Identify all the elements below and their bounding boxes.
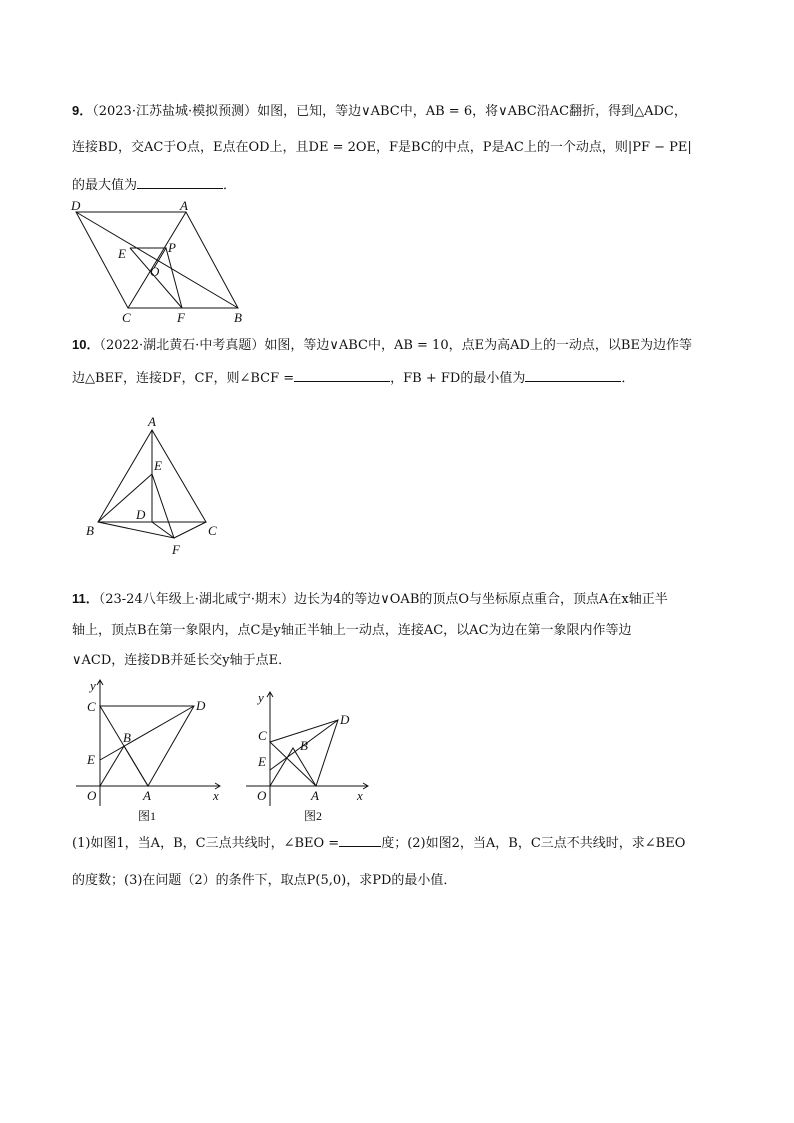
q9-figure [66, 198, 246, 326]
fig1-line-de [100, 706, 194, 760]
q10-text-1: （2022·湖北黄石·中考真题）如图，等边∨ABC中，AB = 10，点E为高AD上的一动点，以BE为边作等 [99, 338, 692, 353]
q9-label-d: D [71, 198, 81, 213]
q9-label-f: F [177, 310, 185, 325]
q9-line-3 [72, 176, 236, 195]
q9-period: ． [223, 178, 237, 193]
fig1-triangle-oab [100, 746, 148, 786]
fig2-label-o: O [257, 788, 267, 803]
q10-label-a: A [148, 414, 156, 429]
q11-line-1 [72, 590, 668, 609]
q10-label-f: F [172, 542, 180, 557]
q10-text-2b: ，FB + FD的最小值为 [390, 371, 526, 386]
fig1-label-c: C [87, 699, 96, 714]
q11-line-5: 的度数；(3)在问题（2）的条件下，取点P(5,0)，求PD的最小值． [72, 873, 457, 888]
q9-answer-blank[interactable] [137, 176, 223, 189]
q11-number: 11． [72, 591, 99, 606]
fig1-label-o: O [87, 788, 97, 803]
q9-line-1 [72, 102, 687, 121]
q10-answer-blank-2[interactable] [525, 369, 621, 382]
q10-segment-cf [174, 522, 206, 538]
q9-number: 9． [72, 103, 93, 118]
q9-label-c: C [122, 310, 131, 325]
q11-figure-1 [70, 676, 230, 826]
fig2-label-d: D [340, 712, 350, 727]
q10-label-c: C [208, 523, 217, 538]
fig2-label-c: C [258, 728, 267, 743]
q10-answer-blank-1[interactable] [294, 369, 390, 382]
fig1-label-d: D [196, 698, 206, 713]
fig2-label-x: x [357, 788, 363, 803]
fig1-caption: 图1 [138, 809, 157, 823]
fig1-label-y: y [90, 678, 96, 693]
fig2-label-a: A [311, 788, 319, 803]
q9-diagonal-ac [128, 212, 186, 308]
q10-label-b: B [86, 523, 94, 538]
q11-line-3: ∨ACD，连接DB并延长交y轴于点E． [72, 653, 292, 668]
q10-figure [80, 412, 225, 562]
fig2-label-b: B [300, 738, 308, 753]
q11-text-4a: (1)如图1，当A，B，C三点共线时，∠BEO = [72, 836, 340, 851]
q9-label-o: O [150, 264, 160, 279]
q10-triangle-bef [98, 474, 174, 538]
q10-line-1 [72, 336, 692, 355]
q11-line-2: 轴上，顶点B在第一象限内，点C是y轴正半轴上一动点，连接AC，以AC为边在第一象限内作等边 [72, 623, 632, 638]
q10-text-2a: 边△BEF，连接DF，CF，则∠BCF = [72, 371, 295, 386]
q10-period: ． [621, 371, 635, 386]
q10-label-d: D [136, 507, 146, 522]
q9-text-3: 的最大值为 [72, 178, 138, 193]
q9-label-e: E [118, 246, 126, 261]
fig1-label-e: E [87, 752, 95, 767]
q11-text-4b: 度；(2)如图2，当A，B，C三点不共线时，求∠BEO [381, 836, 686, 851]
q11-text-1: （23-24八年级上·湖北咸宁·期末）边长为4的等边∨OAB的顶点O与坐标原点重合，顶点A在x轴正半 [98, 592, 668, 607]
q9-label-b: B [234, 310, 242, 325]
fig2-label-e: E [258, 754, 266, 769]
q11-figure-2 [242, 676, 377, 826]
q10-number: 10． [72, 337, 100, 352]
fig1-label-x: x [213, 788, 219, 803]
fig2-triangle-acd [270, 720, 338, 786]
q9-line-2: 连接BD，交AC于O点，E点在OD上，且DE = 2OE，F是BC的中点，P是AC上的一个动点，则|PF − PE| [72, 140, 692, 155]
q9-text-1: （2023·江苏盐城·模拟预测）如图，已知，等边∨ABC中，AB = 6，将∨ABC沿AC翻折，得到△ADC， [92, 104, 687, 119]
fig1-triangle-acd [100, 706, 194, 786]
fig2-caption: 图2 [304, 809, 323, 823]
q9-label-p: P [168, 240, 176, 255]
q11-answer-blank[interactable] [339, 834, 381, 847]
q11-line-4 [72, 834, 685, 853]
q9-segments-ep [130, 248, 166, 268]
q9-label-a: A [180, 198, 188, 213]
fig1-label-a: A [143, 788, 151, 803]
fig1-label-b: B [123, 730, 131, 745]
q10-label-e: E [154, 458, 162, 473]
q10-line-2 [72, 369, 634, 388]
fig2-label-y: y [258, 690, 264, 705]
